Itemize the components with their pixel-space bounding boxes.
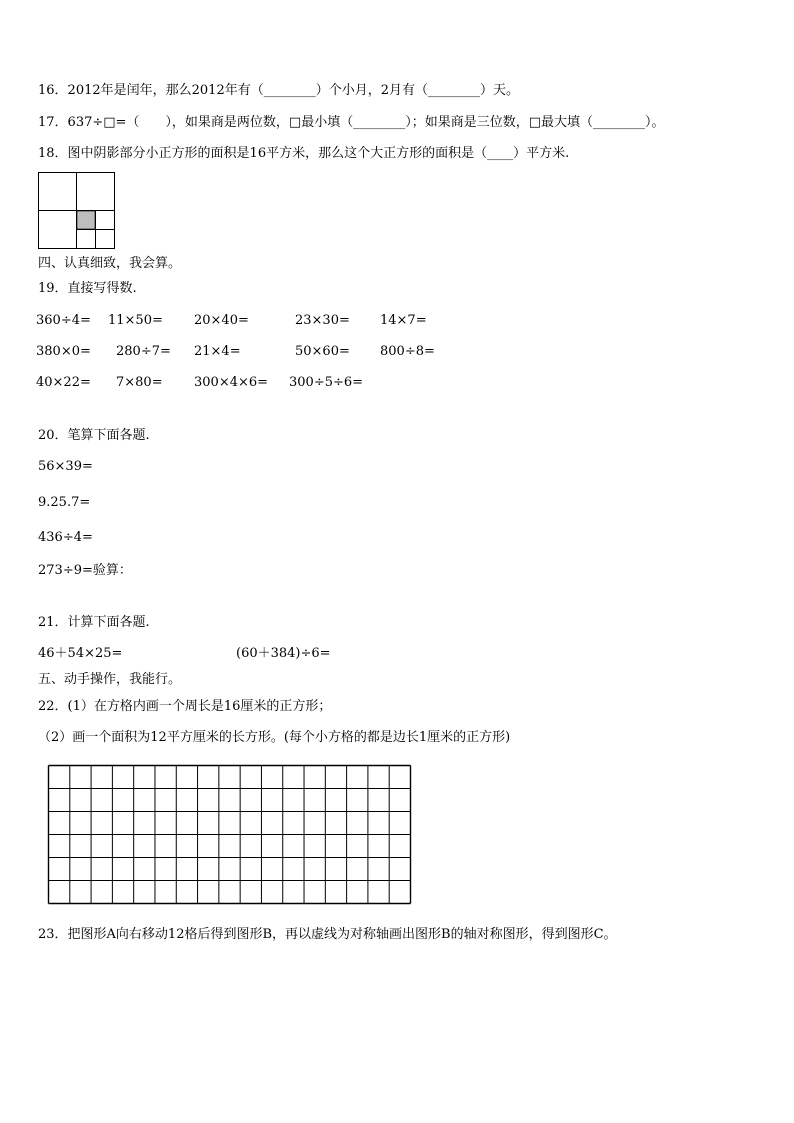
square-figure: [38, 172, 116, 250]
question-17: 17．637÷□=（ ），如果商是两位数，□最小填（________）；如果商是三位数，□最大填（________）。: [38, 115, 665, 130]
q20-item: 436÷4=: [38, 530, 93, 545]
q19-item: 50×60=: [295, 344, 350, 359]
q19-item: 21×4=: [194, 344, 241, 359]
q19-item: 300÷5÷6=: [289, 375, 364, 390]
q20-item: 273÷9=验算：: [38, 563, 132, 578]
q19-item: 20×40=: [194, 313, 249, 328]
q19-item: 11×50=: [108, 313, 163, 328]
q20-item: 9.25.7=: [38, 495, 91, 510]
question-23: 23．把图形A向右移动12格后得到图形B，再以虚线为对称轴画出图形B的轴对称图形，得到图形C。: [38, 927, 617, 942]
question-16: 16．2012年是闰年，那么2012年有（________）个小月，2月有（________）天。: [38, 83, 519, 98]
q21-item: (60＋384)÷6=: [236, 646, 331, 661]
question-20: 20．笔算下面各题.: [38, 428, 150, 443]
drawing-grid: [47, 764, 413, 906]
section-4-heading: 四、认真细致，我会算。: [38, 256, 182, 271]
q19-item: 800÷8=: [380, 344, 435, 359]
q19-item: 380×0=: [36, 344, 91, 359]
q19-item: 280÷7=: [116, 344, 171, 359]
q21-item: 46＋54×25=: [38, 646, 123, 661]
q19-item: 40×22=: [36, 375, 91, 390]
q20-item: 56×39=: [38, 459, 93, 474]
question-19: 19．直接写得数.: [38, 281, 137, 296]
question-18: 18．图中阴影部分小正方形的面积是16平方米，那么这个大正方形的面积是（____）平方米.: [38, 146, 570, 161]
question-22-part-1: 22．(1）在方格内画一个周长是16厘米的正方形；: [38, 699, 332, 714]
q19-item: 14×7=: [380, 313, 427, 328]
q19-item: 7×80=: [116, 375, 163, 390]
q19-item: 360÷4=: [36, 313, 91, 328]
shaded-square: [77, 211, 95, 229]
question-21: 21．计算下面各题.: [38, 615, 150, 630]
q19-item: 300×4×6=: [194, 375, 269, 390]
q19-item: 23×30=: [295, 313, 350, 328]
question-22-part-2: （2）画一个面积为12平方厘米的长方形。(每个小方格的都是边长1厘米的正方形): [38, 730, 511, 745]
section-5-heading: 五、动手操作，我能行。: [38, 672, 182, 687]
